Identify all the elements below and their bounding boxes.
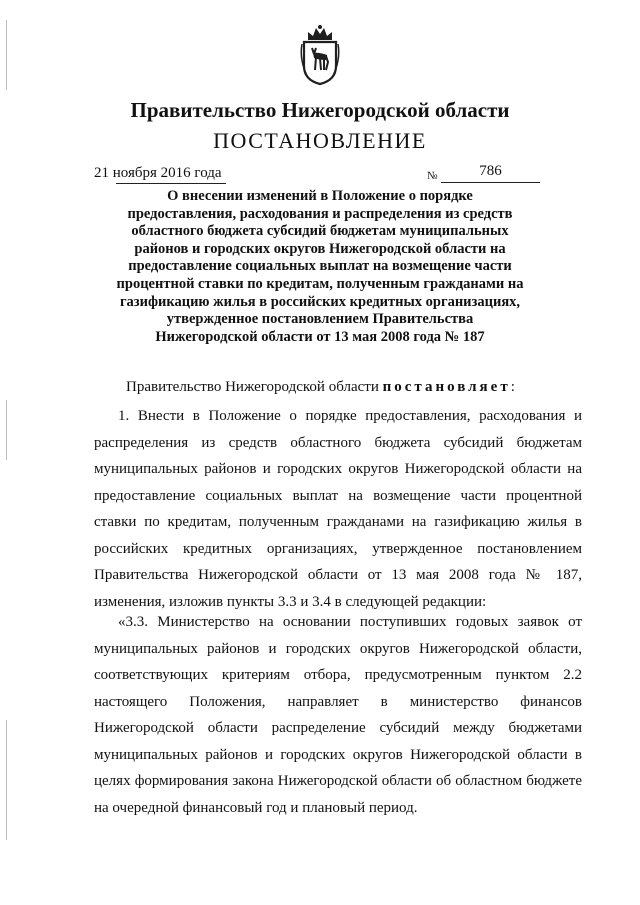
preamble-keyword: постановляет [382, 379, 511, 395]
preamble [126, 379, 515, 396]
title-line: областного бюджета субсидий бюджетам муниципальных [131, 223, 509, 240]
scan-edge-mark [6, 720, 7, 840]
title-line: процентной ставки по кредитам, полученным гражданами на [116, 275, 524, 292]
scan-edge-mark [6, 20, 7, 90]
preamble-text: Правительство Нижегородской области [126, 379, 379, 395]
title-line: утвержденное постановлением Правительства [166, 311, 474, 328]
document-date: 21 ноября 2016 года [94, 165, 222, 181]
coat-of-arms-icon [298, 24, 342, 86]
title-line: предоставления, расходования и распределения из средств [127, 205, 513, 222]
document-title [60, 188, 580, 346]
organization-name: Правительство Нижегородской области [130, 98, 510, 122]
title-line: Нижегородской области от 13 мая 2008 года № 187 [155, 328, 485, 345]
document-number: 786 [479, 163, 502, 179]
preamble-colon: : [510, 379, 515, 395]
title-line: О внесении изменений в Положение о порядке [167, 188, 473, 204]
paragraph-1: 1. Внести в Положение о порядке предоставления, расходования и распределения из средств областного бюджета субсидий бюджетам муниципальных районов и городских округов Нижегородской области на предоставление социальных выплат на возмещение части процентной ставки по кредитам, полученным гражданами на газификацию жилья в российских кредитных организациях, утвержденное постановлением Правительства Нижегородской области от 13 мая 2008 года № 187, изменения, изложив пункты 3.3 и 3.4 в следующей редакции: [94, 408, 582, 610]
date-underline [116, 183, 226, 184]
title-line: газификацию жилья в российских кредитных организациях, [119, 293, 521, 310]
number-underline [441, 182, 540, 183]
paragraph-2: «3.3. Министерство на основании поступивших годовых заявок от муниципальных районов и городских округов Нижегородской области, соответствующих критериям отбора, предусмотренным пунктом 2.2 настоящего Положения, направляет в министерство финансов Нижегородской области распределение субсидий между бюджетами муниципальных районов и городских округов Нижегородской области в целях формирования закона Нижегородской области об областном бюджете на очередной финансовый год и плановый период. [94, 614, 582, 816]
document-type: ПОСТАНОВЛЕНИЕ [213, 128, 427, 153]
scan-edge-mark [6, 400, 7, 460]
number-label: № [427, 170, 438, 182]
title-line: районов и городских округов Нижегородской области на [134, 240, 506, 257]
title-line: предоставление социальных выплат на возмещение части [128, 258, 512, 275]
